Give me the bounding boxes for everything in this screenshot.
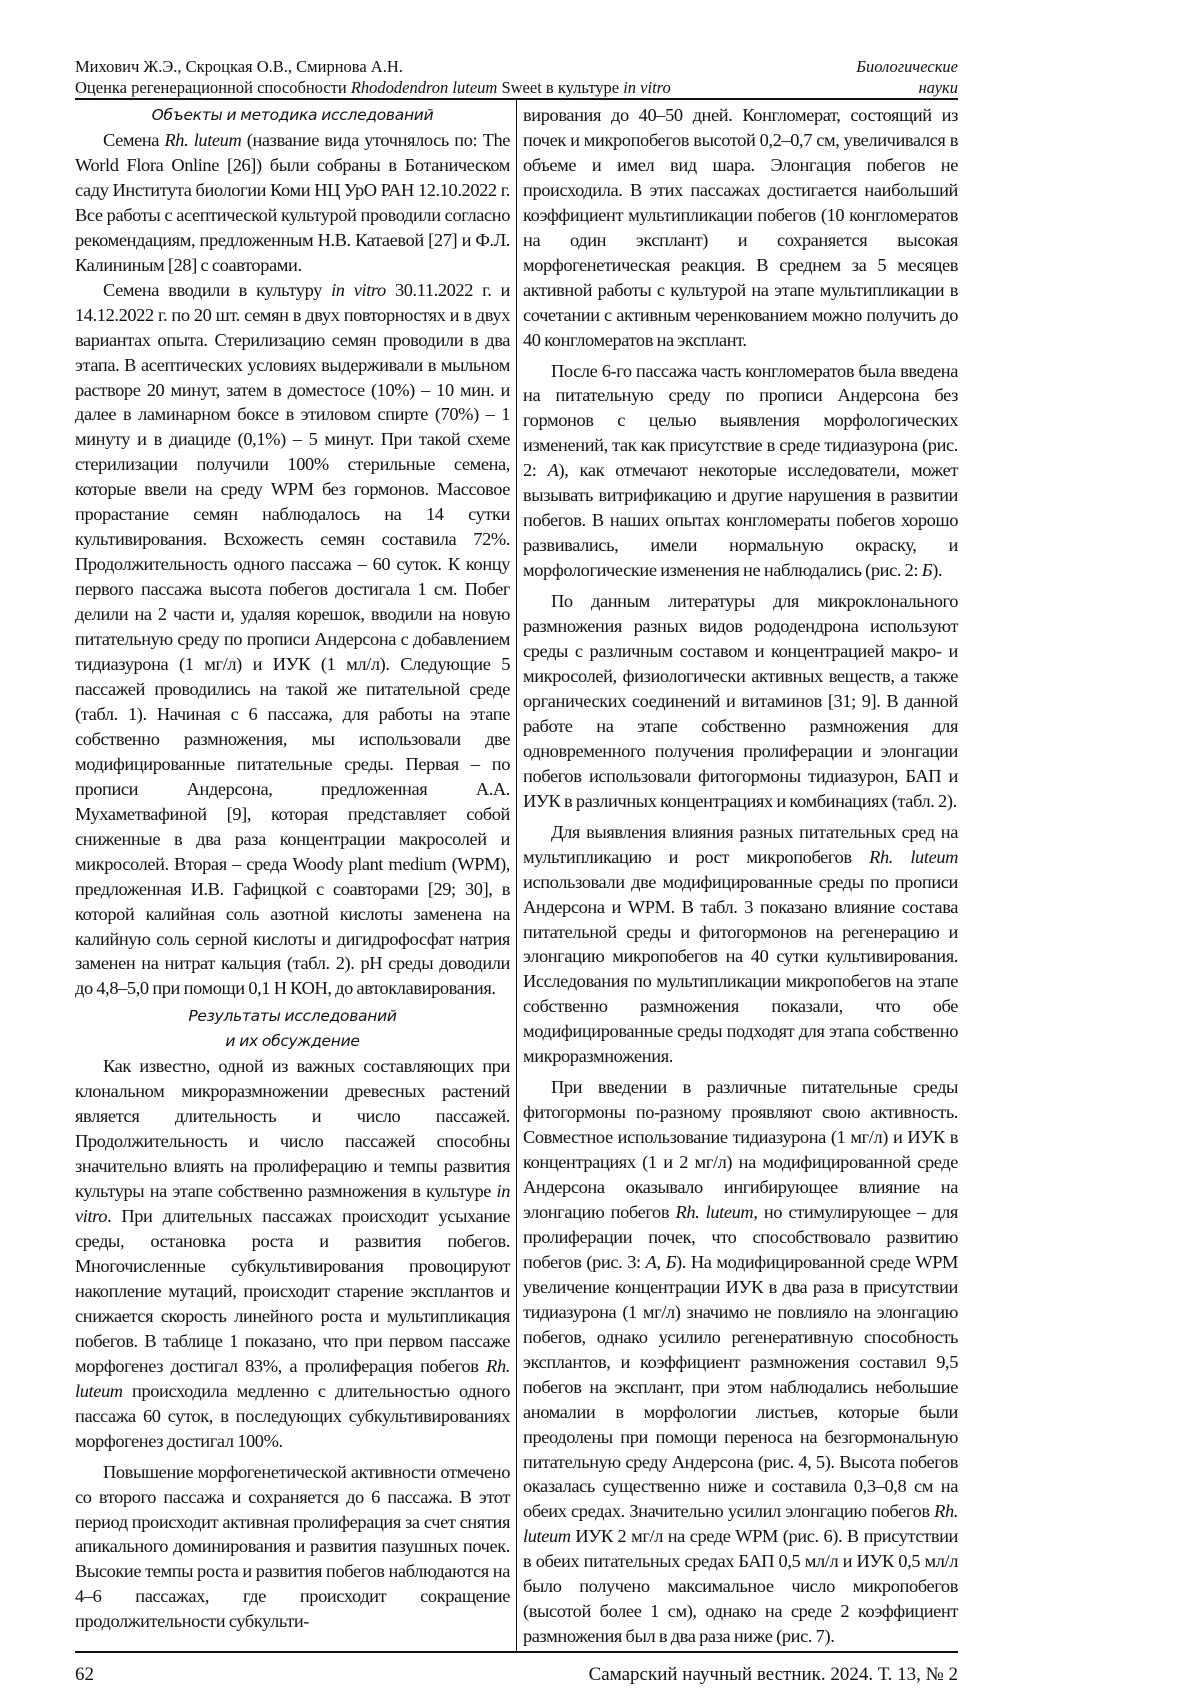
footer-rule — [75, 1651, 958, 1653]
paragraph: По данным литературы для микроклонального размножения разных видов рододендрона используют среды с различным составом и концентрацией макро- и микросолей, физиологически активных веществ, а также органических соединений и витаминов [31; 9]. В данной работе на этапе собственно размножения для одновременного получения пролиферации и элонгации побегов использовали фитогормоны тидиазурон, БАП и ИУК в различных концентрациях и комбинациях (табл. 2). — [523, 589, 958, 814]
column-divider — [516, 100, 517, 1651]
two-column-body — [75, 100, 958, 1651]
italic-term: А — [646, 1252, 657, 1272]
header-authors: Михович Ж.Э., Скроцкая О.В., Смирнова А.Н. — [75, 56, 671, 77]
running-header — [75, 56, 958, 98]
paragraph: При введении в различные питательные среды фитогормоны по-разному проявляют свою активность. Совместное использование тидиазурона (1 мг/л) и ИУК в концентрациях (1 и 2 мг/л) на модифицированной среде Андерсона оказывало ингибирующее влияние на элонгацию побегов Rh. luteum, но стимулирующее – для пролиферации почек, что способствовало развитию побегов (рис. 3: А, Б). На модифицированной среде WPM увеличение концентрации ИУК в два раза в присутствии тидиазурона (1 мг/л) значимо не повлияло на элонгацию побегов, однако усилило регенеративную способность эксплантов, и коэффициент размножения составил 9,5 побегов на эксплант, при этом наблюдались небольшие аномалии в морфологии листьев, которые были преодолены при помощи переноса на безгормональную питательную среду Андерсона (рис. 4, 5). Высота побегов оказалась существенно ниже и составила 0,3–0,8 см на обеих средах. Значительно усилил элонгацию побегов Rh. luteum ИУК 2 мг/л на среде WPM (рис. 6). В присутствии в обеих питательных средах БАП 0,5 мл/л и ИУК 0,5 мл/л было получено максимальное число микропобегов (высотой более 1 см), однако на среде 2 коэффициент размножения был в два раза ниже (рис. 7). — [523, 1075, 958, 1649]
header-article-title: Оценка регенерационной способности Rhododendron luteum Sweet в культуре in vitro — [75, 77, 671, 98]
page — [75, 0, 958, 1693]
italic-term: Rh. luteum — [164, 130, 241, 150]
italic-term: Rh. luteum — [75, 1356, 510, 1401]
italic-term: Rh. luteum — [869, 847, 958, 867]
italic-term: Б — [922, 560, 932, 580]
italic-term: Б — [666, 1252, 676, 1272]
paragraph: Для выявления влияния разных питательных сред на мультипликацию и рост микропобегов Rh. luteum использовали две модифицированные среды по прописи Андерсона и WPM. В табл. 3 показано влияние состава питательной среды и фитогормонов на регенерацию и элонгацию микропобегов на 40 сутки культивирования. Исследования по мультипликации микропобегов на этапе собственно размножения показали, что обе модифицированные среды подходят для этапа собственно микроразмножения. — [523, 820, 958, 1070]
header-section-line1: Биологические — [856, 56, 958, 77]
paragraph: Семена Rh. luteum (название вида уточнялось по: The World Flora Online [26]) были собраны в Ботаническом саду Института биологии Коми НЦ УрО РАН 12.10.2022 г. Все работы с асептической культурой проводили согласно рекомендациям, предложенным Н.В. Катаевой [27] и Ф.Л. Калининым [28] с соавторами. — [75, 128, 510, 278]
italic-term: in vitro — [75, 1181, 510, 1226]
italic-term: in vitro — [623, 78, 671, 97]
paragraph: Как известно, одной из важных составляющих при клональном микроразмножении древесных растений является длительность и число пассажей. Продолжительность и число пассажей способны значительно влиять на пролиферацию и темпы развития культуры на этапе собственно размножения в культуре in vitro. При длительных пассажах происходит усыхание среды, остановка роста и развития побегов. Многочисленные субкультивирования провоцируют накопление мутаций, происходит старение эксплантов и снижается скорость линейного роста и мультипликация побегов. В таблице 1 показано, что при первом пассаже морфогенез достигал 83%, а пролиферация побегов Rh. luteum происходила медленно с длительностью одного пассажа 60 суток, в последующих субкультивированиях морфогенез достигал 100%. — [75, 1054, 510, 1453]
paragraph: Семена вводили в культуру in vitro 30.11.2022 г. и 14.12.2022 г. по 20 шт. семян в двух повторностях и в двух вариантах опыта. Стерилизацию семян проводили в два этапа. В асептических условиях выдерживали в мыльном растворе 20 минут, затем в доместосе (10%) – 10 мин. и далее в ламинарном боксе в этиловом спирте (70%) – 1 минуту и в диациде (0,1%) – 5 минут. При такой схеме стерилизации получили 100% стерильные семена, которые ввели на среду WPM без гормонов. Массовое прорастание семян наблюдалось на 14 сутки культивирования. Всхожесть семян составила 72%. Продолжительность одного пассажа – 60 суток. К концу первого пассажа высота побегов достигала 1 см. Побег делили на 2 части и, удаляя корешок, вводили на новую питательную среду по прописи Андерсона с добавлением тидиазурона (1 мг/л) и ИУК (1 мл/л). Следующие 5 пассажей проводились на такой же питательной среде (табл. 1). Начиная с 6 пассажа, для работы на этапе собственно размножения, мы использовали две модифицированные питательные среды. Первая – по прописи Андерсона, предложенная А.А. Мухаметвафиной [9], которая представляет собой сниженные в два раза концентрации макросолей и микросолей. Вторая – среда Woody plant medium (WPM), предложенная И.В. Гафицкой с соавторами [29; 30], в которой калийная соль азотной кислоты заменена на калийную соль серной кислоты и дигидрофосфат натрия заменен на нитрат кальция (табл. 2). pH среды доводили до 4,8–5,0 при помощи 0,1 Н КОН, до автоклавирования. — [75, 278, 510, 1002]
heading-line: Результаты исследований — [188, 1007, 396, 1025]
page-footer — [75, 1663, 958, 1693]
paragraph: После 6-го пассажа часть конгломератов была введена на питательную среду по прописи Андерсона без гормонов с целью выявления морфологических изменений, так как присутствие в среде тидиазурона (рис. 2: А), как отмечают некоторые исследователи, может вызывать витрификацию и другие нарушения в развитии побегов. В наших опытах конгломераты побегов хорошо развивались, имели нормальную окраску, и морфологические изменения не наблюдались (рис. 2: Б). — [523, 359, 958, 584]
italic-term: А — [548, 460, 559, 480]
heading-line: и их обсуждение — [225, 1032, 359, 1050]
header-section-line2: науки — [856, 77, 958, 98]
section-heading-methods: Объекты и методика исследований — [75, 103, 510, 128]
paragraph: Повышение морфогенетической активности отмечено со второго пассажа и сохраняется до 6 пассажа. В этот период происходит активная пролиферация за счет снятия апикального доминирования и развития пазушных почек. Высокие темпы роста и развития побегов наблюдаются на 4–6 пассажах, где происходит сокращение продолжительности субкульти- — [75, 1460, 510, 1635]
italic-term: in vitro — [331, 280, 386, 300]
section-heading-results — [75, 1004, 510, 1054]
left-column — [75, 100, 516, 1651]
right-column — [523, 100, 958, 1651]
italic-term: Rhododendron luteum — [351, 78, 498, 97]
paragraph: вирования до 40–50 дней. Конгломерат, состоящий из почек и микропобегов высотой 0,2–0,7 см, увеличивался в объеме и имел вид шара. Элонгация побегов не происходила. В этих пассажах достигается наибольший коэффициент мультипликации побегов (10 конгломератов на один эксплант) и сохраняется высокая морфогенетическая реакция. В среднем за 5 месяцев активной работы с культурой на этапе мультипликации в сочетании с активным черенкованием можно получить до 40 конгломератов на эксплант. — [523, 103, 958, 353]
page-number: 62 — [75, 1664, 94, 1685]
journal-citation: Самарский научный вестник. 2024. Т. 13, № 2 — [589, 1663, 958, 1687]
italic-term: Rh. luteum — [523, 1501, 958, 1546]
italic-term: Rh. luteum — [675, 1202, 753, 1222]
